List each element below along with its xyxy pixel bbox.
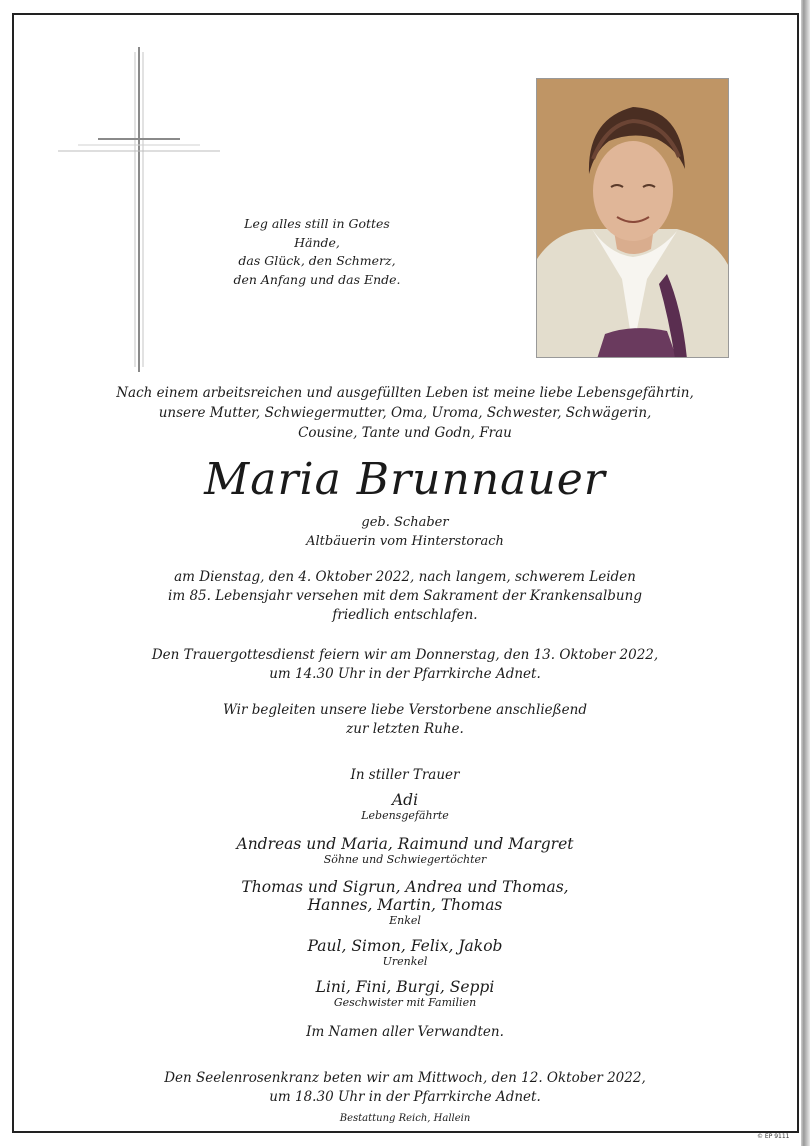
rosary-notice bbox=[0, 1069, 810, 1107]
relative-names: Adi bbox=[391, 791, 419, 809]
relative-names: Hannes, Martin, Thomas bbox=[307, 896, 503, 914]
death-notice bbox=[0, 568, 810, 625]
relative-group bbox=[0, 937, 810, 968]
relative-group bbox=[0, 878, 810, 927]
burial-notice bbox=[0, 701, 810, 739]
burial-line: zur letzten Ruhe. bbox=[346, 721, 464, 737]
occupation: Altbäuerin vom Hinterstorach bbox=[306, 534, 504, 549]
relative-group bbox=[0, 835, 810, 866]
service-line: um 14.30 Uhr in der Pfarrkirche Adnet. bbox=[269, 666, 541, 682]
burial-line: Wir begleiten unsere liebe Verstorbene anschließend bbox=[223, 702, 587, 718]
relative-role: Geschwister mit Familien bbox=[333, 996, 477, 1009]
poem-line: das Glück, den Schmerz, bbox=[238, 253, 396, 268]
service-line: Den Trauergottesdienst feiern wir am Donnerstag, den 13. Oktober 2022, bbox=[151, 647, 659, 663]
relative-names: Lini, Fini, Burgi, Seppi bbox=[315, 978, 495, 996]
undertaker: Bestattung Reich, Hallein bbox=[339, 1113, 471, 1124]
relative-role: Enkel bbox=[389, 914, 421, 927]
death-line: im 85. Lebensjahr versehen mit dem Sakrament der Krankensalbung bbox=[168, 588, 642, 604]
mourning-heading: In stiller Trauer bbox=[350, 767, 460, 783]
rosary-line: Den Seelenrosenkranz beten wir am Mittwoch, den 12. Oktober 2022, bbox=[164, 1070, 646, 1086]
cross-icon bbox=[58, 47, 220, 372]
intro-line: unsere Mutter, Schwiegermutter, Oma, Uroma, Schwester, Schwägerin, bbox=[158, 405, 652, 421]
relative-names: Thomas und Sigrun, Andrea und Thomas, bbox=[241, 878, 569, 896]
death-line: friedlich entschlafen. bbox=[332, 607, 478, 623]
print-code: © EP 9111 bbox=[757, 1133, 790, 1140]
birth-info bbox=[0, 513, 810, 551]
poem-line: Leg alles still in Gottes Hände, bbox=[244, 216, 390, 250]
poem-line: den Anfang und das Ende. bbox=[233, 271, 401, 287]
relative-role: Söhne und Schwiegertöchter bbox=[323, 853, 487, 866]
relative-group bbox=[0, 791, 810, 822]
intro-text bbox=[0, 383, 810, 443]
funeral-service bbox=[0, 646, 810, 684]
relative-names: Paul, Simon, Felix, Jakob bbox=[307, 937, 503, 955]
death-line: am Dienstag, den 4. Oktober 2022, nach langem, schwerem Leiden bbox=[174, 569, 636, 585]
family-closing: Im Namen aller Verwandten. bbox=[306, 1024, 504, 1040]
relative-names: Andreas und Maria, Raimund und Margret bbox=[236, 835, 574, 853]
intro-line: Cousine, Tante und Godn, Frau bbox=[298, 425, 512, 441]
deceased-name: Maria Brunnauer bbox=[204, 454, 606, 505]
relative-role: Urenkel bbox=[382, 955, 428, 968]
poem bbox=[222, 215, 412, 289]
intro-line: Nach einem arbeitsreichen und ausgefüllten Leben ist meine liebe Lebensgefährtin, bbox=[116, 385, 694, 401]
relative-role: Lebensgefährte bbox=[361, 809, 449, 822]
rosary-line: um 18.30 Uhr in der Pfarrkirche Adnet. bbox=[269, 1089, 541, 1105]
maiden-name: geb. Schaber bbox=[361, 515, 449, 530]
portrait-photo bbox=[536, 78, 729, 358]
relative-group bbox=[0, 978, 810, 1009]
